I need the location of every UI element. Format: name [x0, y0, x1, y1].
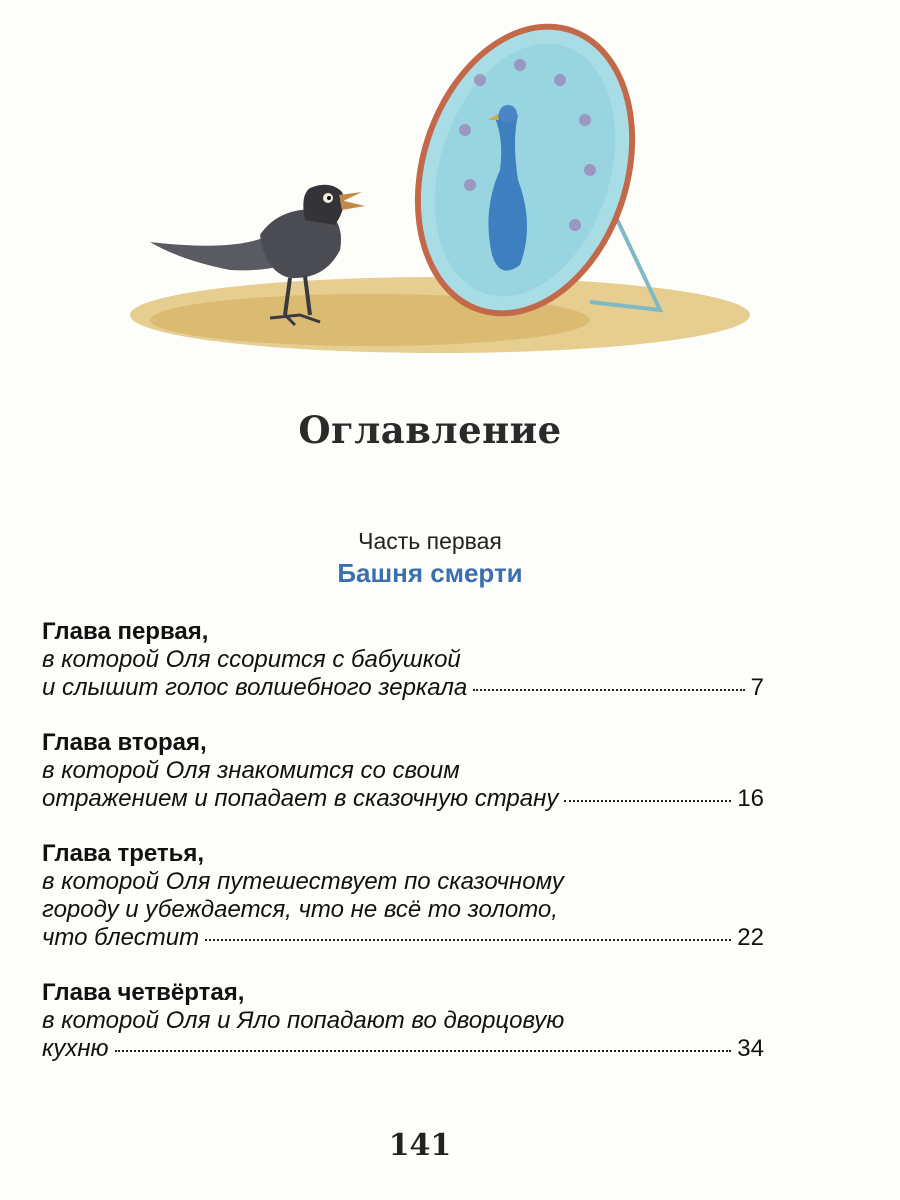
dot-leader — [205, 939, 731, 941]
chapter-heading: Глава вторая, — [42, 729, 207, 756]
chapter-last-line — [42, 1035, 764, 1063]
dot-leader — [473, 689, 744, 691]
toc-entry-chapter-1[interactable] — [42, 618, 764, 702]
crow-and-peacock-mirror-illustration — [120, 10, 760, 360]
chapter-last-line — [42, 785, 764, 813]
chapter-description-line: кухню — [42, 1035, 109, 1062]
chapter-description-line: и слышит голос волшебного зеркала — [42, 674, 468, 701]
chapter-page-number: 22 — [737, 924, 764, 951]
chapter-heading: Глава третья, — [42, 840, 205, 867]
part-label: Часть первая — [358, 528, 502, 554]
chapter-last-line — [42, 674, 764, 702]
chapter-description-line: в которой Оля ссорится с бабушкой — [42, 646, 461, 673]
toc-entry-chapter-3[interactable] — [42, 840, 764, 952]
chapter-description-line: отражением и попадает в сказочную страну — [42, 785, 559, 812]
table-of-contents — [42, 618, 764, 1090]
chapter-description-line: в которой Оля путешествует по сказочному — [42, 868, 564, 895]
dot-leader — [564, 800, 731, 802]
toc-entry-chapter-4[interactable] — [42, 979, 764, 1063]
chapter-heading: Глава четвёртая, — [42, 979, 245, 1006]
chapter-description-line: в которой Оля знакомится со своим — [42, 757, 460, 784]
contents-title: Оглавление — [298, 408, 562, 452]
chapter-last-line — [42, 924, 764, 952]
chapter-page-number: 34 — [737, 1035, 764, 1062]
chapter-description-line: в которой Оля и Яло попадают во дворцовую — [42, 1007, 565, 1034]
toc-entry-chapter-2[interactable] — [42, 729, 764, 813]
page-number: 141 — [388, 1128, 452, 1163]
chapter-heading: Глава первая, — [42, 618, 209, 645]
chapter-page-number: 16 — [737, 785, 764, 812]
dot-leader — [115, 1050, 732, 1052]
part-title: Башня смерти — [337, 558, 523, 588]
chapter-description-line: что блестит — [42, 924, 200, 951]
chapter-description-line: городу и убеждается, что не всё то золото, — [42, 896, 558, 923]
chapter-page-number: 7 — [750, 674, 764, 701]
